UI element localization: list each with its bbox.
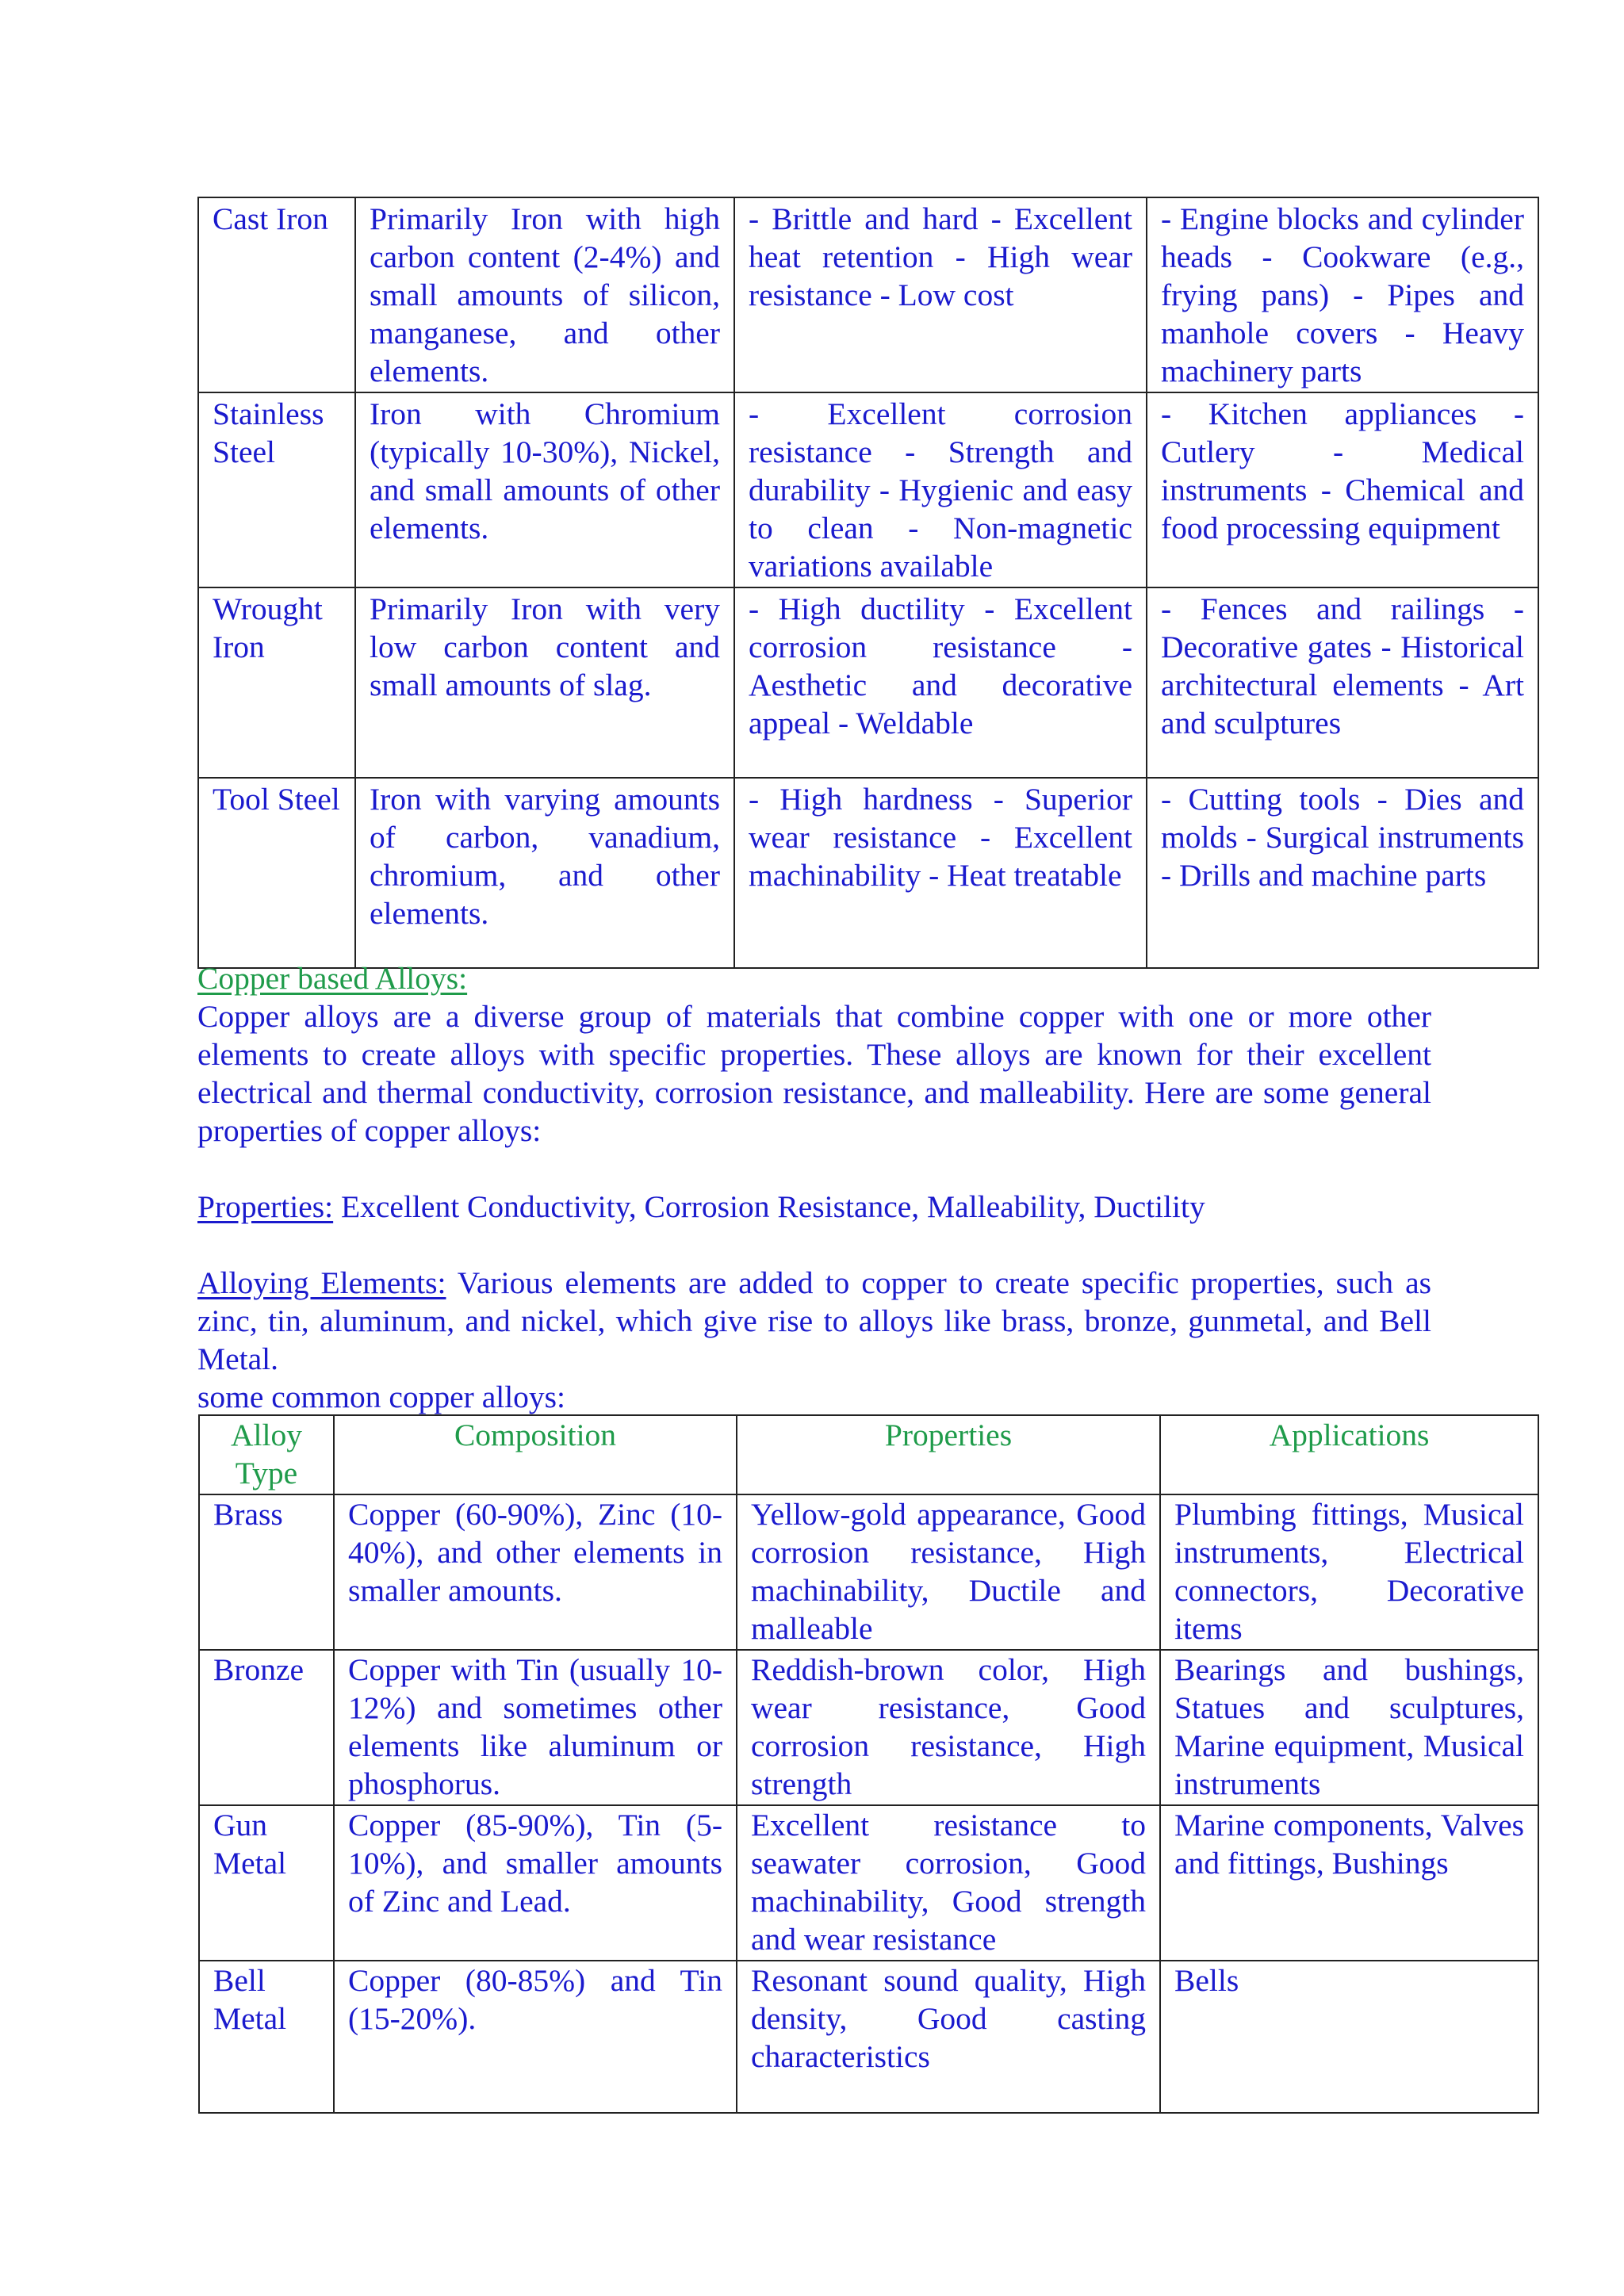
applications-cell: - Fences and railings - Decorative gates - Historical architectural elements - Art and sculptures bbox=[1147, 587, 1538, 778]
properties-label: Properties: bbox=[197, 1189, 334, 1224]
section-heading-copper: Copper based Alloys: bbox=[197, 961, 468, 996]
properties-text: Excellent Conductivity, Corrosion Resistance, Malleability, Ductility bbox=[333, 1189, 1205, 1224]
table-header-row bbox=[199, 1415, 1538, 1494]
properties-cell: - High ductility - Excellent corrosion resistance - Aesthetic and decorative appeal - Weldable bbox=[734, 587, 1147, 778]
header-alloy-type: Alloy Type bbox=[199, 1415, 334, 1494]
table-row bbox=[198, 392, 1538, 587]
alloy-type-cell: Stainless Steel bbox=[198, 392, 355, 587]
composition-cell: Copper (80-85%) and Tin (15-20%). bbox=[334, 1961, 737, 2113]
table-row bbox=[198, 778, 1538, 968]
composition-cell: Copper with Tin (usually 10-12%) and sometimes other elements like aluminum or phosphorus. bbox=[334, 1650, 737, 1805]
table-row bbox=[199, 1961, 1538, 2113]
alloying-elements-label: Alloying Elements: bbox=[197, 1265, 446, 1300]
properties-cell: Reddish-brown color, High wear resistance, Good corrosion resistance, High strength bbox=[737, 1650, 1160, 1805]
copper-intro-paragraph: Copper alloys are a diverse group of materials that combine copper with one or more other elements to create alloys with specific properties. These alloys are known for their excellent electrical and thermal conductivity, corrosion resistance, and malleability. Here are some general properties of copper alloys: bbox=[197, 999, 1431, 1148]
applications-cell: - Kitchen appliances - Cutlery - Medical instruments - Chemical and food processing equipment bbox=[1147, 392, 1538, 587]
properties-cell: - Excellent corrosion resistance - Strength and durability - Hygienic and easy to clean - Non-magnetic variations available bbox=[734, 392, 1147, 587]
alloy-type-cell: Tool Steel bbox=[198, 778, 355, 968]
properties-cell: - Brittle and hard - Excellent heat retention - High wear resistance - Low cost bbox=[734, 197, 1147, 392]
composition-cell: Iron with Chromium (typically 10-30%), Nickel, and small amounts of other elements. bbox=[355, 392, 734, 587]
applications-cell: Bells bbox=[1160, 1961, 1538, 2113]
iron-alloys-table bbox=[197, 197, 1539, 969]
properties-paragraph bbox=[197, 1188, 1431, 1226]
table-row bbox=[198, 197, 1538, 392]
alloying-elements-paragraph bbox=[197, 1264, 1431, 1378]
table-row bbox=[198, 587, 1538, 778]
table-row bbox=[199, 1494, 1538, 1650]
common-alloys-line: some common copper alloys: bbox=[197, 1380, 566, 1414]
applications-cell: Bearings and bushings, Statues and sculptures, Marine equipment, Musical instruments bbox=[1160, 1650, 1538, 1805]
applications-cell: - Engine blocks and cylinder heads - Cookware (e.g., frying pans) - Pipes and manhole covers - Heavy machinery parts bbox=[1147, 197, 1538, 392]
table-row bbox=[199, 1650, 1538, 1805]
table-row bbox=[199, 1805, 1538, 1961]
header-properties: Properties bbox=[737, 1415, 1160, 1494]
copper-alloys-table bbox=[198, 1414, 1539, 2114]
properties-cell: Excellent resistance to seawater corrosion, Good machinability, Good strength and wear resistance bbox=[737, 1805, 1160, 1961]
alloy-type-cell: Gun Metal bbox=[199, 1805, 334, 1961]
composition-cell: Copper (85-90%), Tin (5-10%), and smaller amounts of Zinc and Lead. bbox=[334, 1805, 737, 1961]
applications-cell: Marine components, Valves and fittings, Bushings bbox=[1160, 1805, 1538, 1961]
alloy-type-cell: Cast Iron bbox=[198, 197, 355, 392]
header-composition: Composition bbox=[334, 1415, 737, 1494]
alloy-type-cell: Brass bbox=[199, 1494, 334, 1650]
properties-cell: - High hardness - Superior wear resistance - Excellent machinability - Heat treatable bbox=[734, 778, 1147, 968]
header-applications: Applications bbox=[1160, 1415, 1538, 1494]
properties-cell: Resonant sound quality, High density, Good casting characteristics bbox=[737, 1961, 1160, 2113]
alloy-type-cell: Bell Metal bbox=[199, 1961, 334, 2113]
composition-cell: Primarily Iron with very low carbon content and small amounts of slag. bbox=[355, 587, 734, 778]
alloy-type-cell: Wrought Iron bbox=[198, 587, 355, 778]
composition-cell: Primarily Iron with high carbon content (2-4%) and small amounts of silicon, manganese, and other elements. bbox=[355, 197, 734, 392]
alloying-elements-text: Various elements are added to copper to create specific properties, such as zinc, tin, aluminum, and nickel, which give rise to alloys like brass, bronze, gunmetal, and Bell Metal. bbox=[197, 1265, 1431, 1376]
composition-cell: Copper (60-90%), Zinc (10-40%), and other elements in smaller amounts. bbox=[334, 1494, 737, 1650]
properties-cell: Yellow-gold appearance, Good corrosion resistance, High machinability, Ductile and malleable bbox=[737, 1494, 1160, 1650]
applications-cell: - Cutting tools - Dies and molds - Surgical instruments - Drills and machine parts bbox=[1147, 778, 1538, 968]
composition-cell: Iron with varying amounts of carbon, vanadium, chromium, and other elements. bbox=[355, 778, 734, 968]
applications-cell: Plumbing fittings, Musical instruments, Electrical connectors, Decorative items bbox=[1160, 1494, 1538, 1650]
alloy-type-cell: Bronze bbox=[199, 1650, 334, 1805]
